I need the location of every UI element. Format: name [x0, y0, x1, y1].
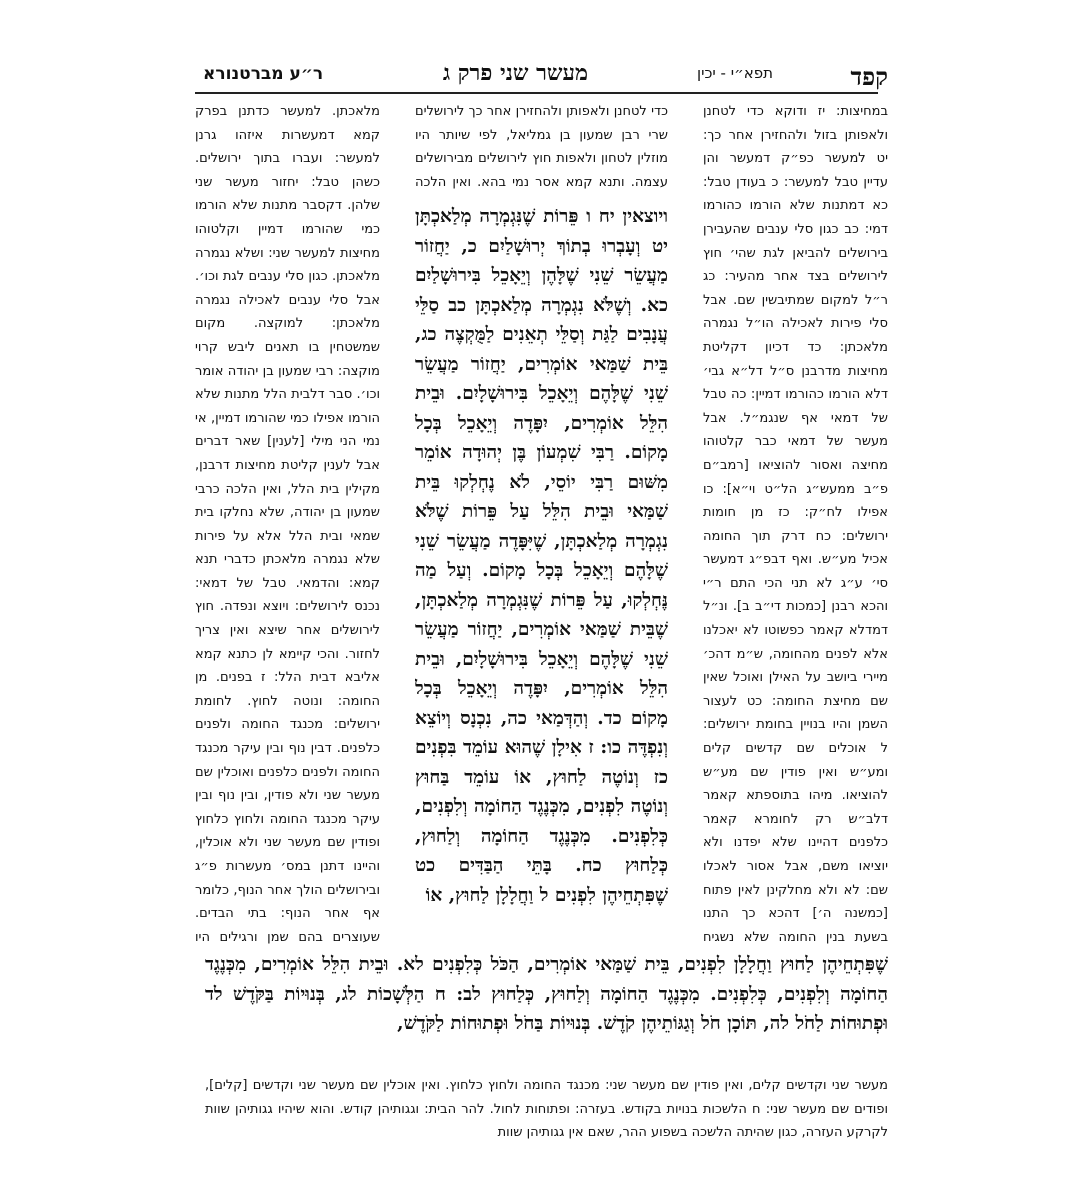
left-commentary-text: מלאכתן. למעשר כדתנן בפרק קמא דמעשרות איזהו גרנן למעשר: ועברו בתוך ירושלים. כשהן טבל: יחזור מעשר שני שלהן. דקסבר מתנות שלא הורמו כמי שהורמו דמיין וקלטוהו מחיצות למעשר שני: ושלא נגמרה מלאכתן. כגון סלי ענבים לגת וכו׳. אבל סלי ענבים לאכילה נגמרה מלאכתן: למוקצה. מקום שמשטחין בו תאנים ליבש קרוי מוקצה: רבי שמעון בן יהודה אומר וכו׳. סבר דלבית הלל מתנות שלא הורמו אפילו כמי שהורמו דמיין, אי נמי הני מילי [לענין] שאר דברים אבל לענין קליטת מחיצות דרבנן, מקילין בית הלל, ואין הלכה כרבי שמעון בן יהודה, שלא נחלקו בית שמאי ובית הלל אלא על פירות שלא נגמרה מלאכתן כדברי תנא קמא: והדמאי. טבל של דמאי: נכנס לירושלים: ויוצא ונפדה. חוץ לירושלים אחר שיצא ואין צריך לחזור. והכי קיימא לן כתנא קמא אליבא דבית הלל: ז בפנים. מן החומה: ונוטה לחוץ. לחומת ירושלים: מכנגד החומה ולפנים כלפנים. דבין נוף ובין עיקר מכנגד החומה ולפנים כלפנים ואוכלין שם מעשר שני ולא פודין, ובין נוף ובין עיקר מכנגד החומה ולחוץ כלחוץ ופודין שם מעשר שני ולא אוכלין, והיינו דתנן במס׳ מעשרות פ״ג ובירושלים הולך אחר הנוף, כלומר אף אחר הנוף: בתי הבדים. שעוצרים בהם שמן ורגילים היו: [195, 104, 380, 945]
wide-mishna-text: שֶׁפִּתְחֵיהֶן לַחוּץ וַחֲלָלָן לִפְנִים, בֵּית שַׁמַּאי אוֹמְרִים, הַכֹּל כְּלִפְנִים לא. וּבֵית הִלֵּל אוֹמְרִים, מִכְּנֶגֶד הַחוֹמָה וְלִפְנִים, כְּלִפְנִים. מִכְּנֶגֶד הַחוֹמָה וְלַחוּץ, כְּלַחוּץ לב: ח הַלְּשָׁכוֹת לג, בְּנוּיוֹת בַּקֹּדֶשׁ לד וּפְתוּחוֹת לַחֹל לה, תּוֹכָן חֹל וְגַגּוֹתֵיהֶן קֹדֶשׁ. בְּנוּיוֹת בַּחֹל וּפְתוּחוֹת לַקֹּדֶשׁ,: [205, 954, 888, 1034]
header-rule: [195, 92, 878, 94]
bottom-commentary-text: מעשר שני וקדשים קלים, ואין פודין שם מעשר שני: מכנגד החומה ולחוץ כלחוץ. ואין אוכלין שם מעשר שני וקדשים [קלים], ופודים שם מעשר שני: ח הלשכות בנויות בקודש. בעזרה: ופתוחות לחול. להר הבית: וגגותיהן קודש. והוא שיהיו גגותיהן שוות לקרקע העזרה, כגון שהיתה הלשכה בשפוע ההר, שאם אין גגותיהן שוות: [205, 1078, 888, 1141]
page-number: קפד: [850, 62, 888, 91]
chapter-title: מעשר שני פרק ג: [442, 60, 588, 86]
right-commentary-text: במחיצות: יז ודוקא כדי לטחנן ולאפותן בזול ולהחזירן אחר כך: יט למעשר כפ״ק דמעשר והן עדיין טבל למעשר: כ בעודן טבל: כא דמתנות שלא הורמו כהורמו דמי: כב כגון סלי ענבים שהעבירן בירושלים להביאן לגת שהי׳ חוץ לירושלים בצד אחר מהעיר: כג ר״ל למקום שמתיבשין שם. אבל סלי פירות לאכילה הו״ל נגמרה מלאכתן: כד דכיון דקליטת מחיצות מדרבנן ס״ל דל״א גבי׳ דלא הורמו כהורמו דמיין: כה טבל של דמאי אף שנגמ״ל. אבל מעשר של דמאי כבר קלטוהו מחיצה ואסור להוציאו [רמב״ם פ״ב ממעש״ג הל״ט וי״א]: כו אפילו לח״ק: כז מן חומות ירושלים: כח דרק תוך החומה אכיל מע״ש. ואף דבפ״ג דמעשר סי׳ ע״ג לא תני הכי התם ר״י והכא רבנן [כמכות די״ב ב]. ונ״ל דמדלא קאמר כפשוטו לא יאכלנו אלא לפנים מהחומה, ש״מ דהכ׳ מיירי ביושב על האילן ואוכל שאין שם מחיצת החומה: כט לעצור השמן והיו בנויין בחומת ירושלים: ל אוכלים שם קדשים קלים ומע״ש ואין פודין שם מע״ש להוציאו. מיהו בתוספתא קאמר דלב״ש רק לחומרא קאמר כלפנים דהיינו שלא יפדנו ולא יוציאו משם, אבל אסור לאכלו שם: לא ולא מחלקינן לאין פתוח [כמשנה ה׳] דהכא כך התנו בשעת בנין החומה שלא נשגיח: [703, 104, 888, 945]
commentary-title: ר״ע מברטנורא: [203, 64, 324, 84]
mishna-text: ויוצאין יח ו פֵּרוֹת שֶׁנִּגְמְרָה מְלַאכְתָּן יט וְעָבְרוּ בְתוֹךְ יְרוּשָׁלַיִם כ, יַחֲזוֹר מַעֲשֵׂר שֵׁנִי שֶׁלָּהֶן וְיֵאָכֵל בִּירוּשָׁלַיִם כא. וְשֶׁלֹּא נִגְמְרָה מְלַאכְתָּן כב סַלֵּי עֲנָבִים לַגַּת וְסַלֵּי תְאֵנִים לַמֻּקְצֶה כג, בֵּית שַׁמַּאי אוֹמְרִים, יַחֲזוֹר מַעֲשֵׂר שֵׁנִי שֶׁלָּהֶם וְיֵאָכֵל בִּירוּשָׁלָיִם. וּבֵית הִלֵּל אוֹמְרִים, יִפָּדֶה וְיֵאָכֵל בְּכָל מָקוֹם. רַבִּי שִׁמְעוֹן בֶּן יְהוּדָה אוֹמֵר מִשּׁוּם רַבִּי יוֹסֵי, לֹא נֶחְלְקוּ בֵּית שַׁמַּאי וּבֵית הִלֵּל עַל פֵּרוֹת שֶׁלֹּא נִגְמְרָה מְלַאכְתָּן, שֶׁיִּפָּדֶה מַעֲשֵׂר שֵׁנִי שֶׁלָּהֶם וְיֵאָכֵל בְּכָל מָקוֹם. וְעַל מַה נֶּחְלְקוּ, עַל פֵּרוֹת שֶׁנִּגְמְרָה מְלַאכְתָּן, שֶׁבֵּית שַׁמַּאי אוֹמְרִים, יַחֲזוֹר מַעֲשֵׂר שֵׁנִי שֶׁלָּהֶם וְיֵאָכֵל בִּירוּשָׁלָיִם, וּבֵית הִלֵּל אוֹמְרִים, יִפָּדֶה וְיֵאָכֵל בְּכָל מָקוֹם כד. וְהַדְּמַאי כה, נִכְנָס וְיוֹצֵא וְנִפְדֶּה כו: ז אִילָן שֶׁהוּא עוֹמֵד בִּפְנִים כז וְנוֹטֶה לַחוּץ, אוֹ עוֹמֵד בַּחוּץ וְנוֹטֶה לִפְנִים, מִכְּנֶגֶד הַחוֹמָה וְלִפְנִים, כְּלִפְנִים. מִכְּנֶגֶד הַחוֹמָה וְלַחוּץ, כְּלַחוּץ כח. בָּתֵּי הַבַּדִּים כט שֶׁפִּתְחֵיהֶן לִפְנִים ל וַחֲלָלָן לַחוּץ, אוֹ: [415, 206, 668, 906]
bartenura-continuation: [415, 100, 668, 198]
tiferet-yisrael-commentary: [703, 100, 888, 950]
page-header: [195, 62, 878, 88]
bartenura-commentary: [195, 100, 380, 950]
mishna-wide-block: [205, 950, 888, 1060]
header-section-note: תפא״י - יכין: [697, 64, 773, 82]
bottom-commentary: [205, 1074, 888, 1146]
middle-intro-text: כדי לטחנן ולאפותן ולהחזירן אחר כך לירושלים שרי רבן שמעון בן גמליאל, לפי שיותר היו מוזלין לטחון ולאפות חוץ לירושלים מבירושלים עצמה. ותנא קמא אסר נמי בהא. ואין הלכה: [415, 104, 668, 190]
mishna-text-column: [415, 202, 668, 952]
